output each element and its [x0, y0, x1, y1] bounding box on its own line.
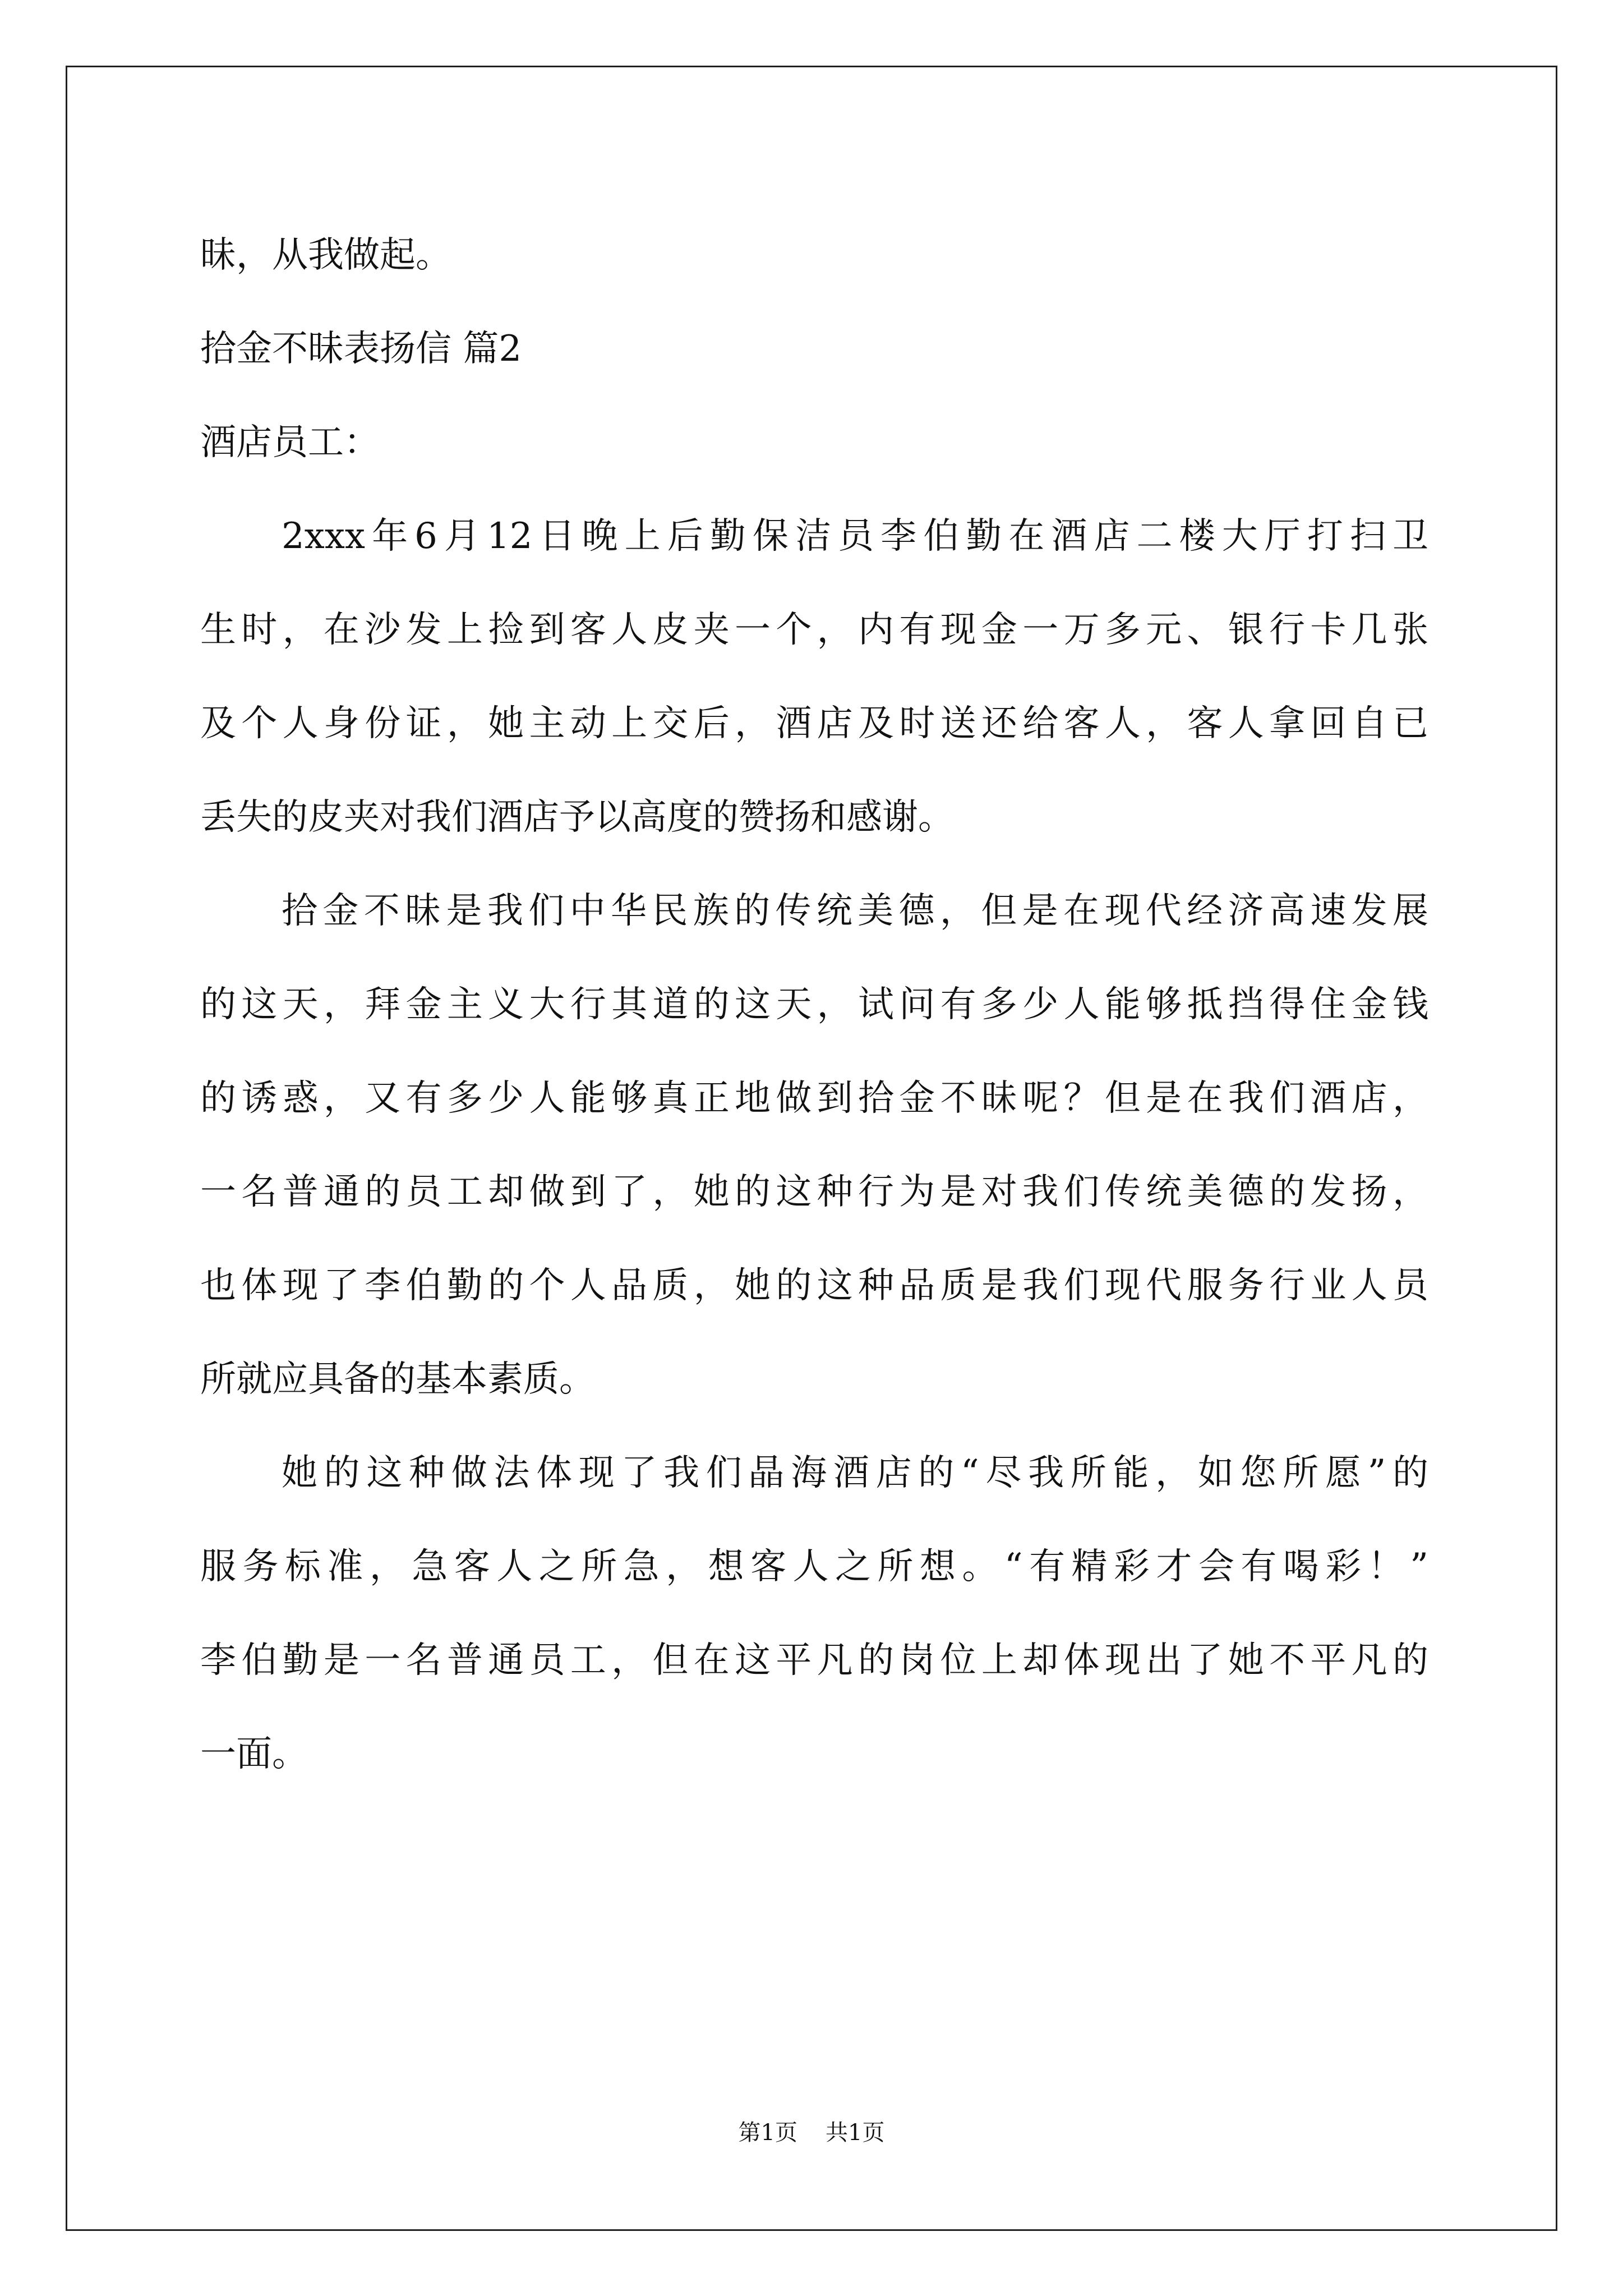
- text-line: 及个人身份证，她主动上交后，酒店及时送还给客人，客人拿回自已: [200, 703, 1428, 744]
- text-line: 2xxx年6月12日晚上后勤保洁员李伯勤在酒店二楼大厅打扫卫: [282, 516, 1428, 557]
- text-line: 生时，在沙发上捡到客人皮夹一个，内有现金一万多元、银行卡几张: [200, 609, 1428, 651]
- text-line: 昧，从我做起。: [200, 234, 451, 276]
- text-line: 拾金不昧是我们中华民族的传统美德，但是在现代经济高速发展: [282, 890, 1428, 932]
- text-line: 的诱惑，又有多少人能够真正地做到拾金不昧呢？但是在我们酒店，: [200, 1078, 1428, 1119]
- salutation: 酒店员工：: [200, 422, 380, 463]
- text-line: 服务标准，急客人之所急，想客人之所想。“有精彩才会有喝彩！”: [200, 1546, 1428, 1588]
- text-line: 一名普通的员工却做到了，她的这种行为是对我们传统美德的发扬，: [200, 1171, 1428, 1213]
- document-body: [200, 209, 1428, 1801]
- text-line: 所就应具备的基本素质。: [200, 1359, 595, 1400]
- text-line: 也体现了李伯勤的个人品质，她的这种品质是我们现代服务行业人员: [200, 1265, 1428, 1306]
- page-total: 共1页: [826, 2120, 885, 2146]
- text-line: 她的这种做法体现了我们晶海酒店的“尽我所能，如您所愿”的: [282, 1452, 1428, 1494]
- text-line: 一面。: [200, 1733, 308, 1775]
- page-footer: [0, 2115, 1623, 2147]
- text-line: 丢失的皮夹对我们酒店予以高度的赞扬和感谢。: [200, 797, 954, 838]
- text-line: 李伯勤是一名普通员工，但在这平凡的岗位上却体现出了她不平凡的: [200, 1640, 1428, 1681]
- section-heading: 拾金不昧表扬信 篇2: [200, 328, 522, 370]
- text-line: 的这天，拜金主义大行其道的这天，试问有多少人能够抵挡得住金钱: [200, 984, 1428, 1025]
- page-number: 第1页: [738, 2120, 797, 2146]
